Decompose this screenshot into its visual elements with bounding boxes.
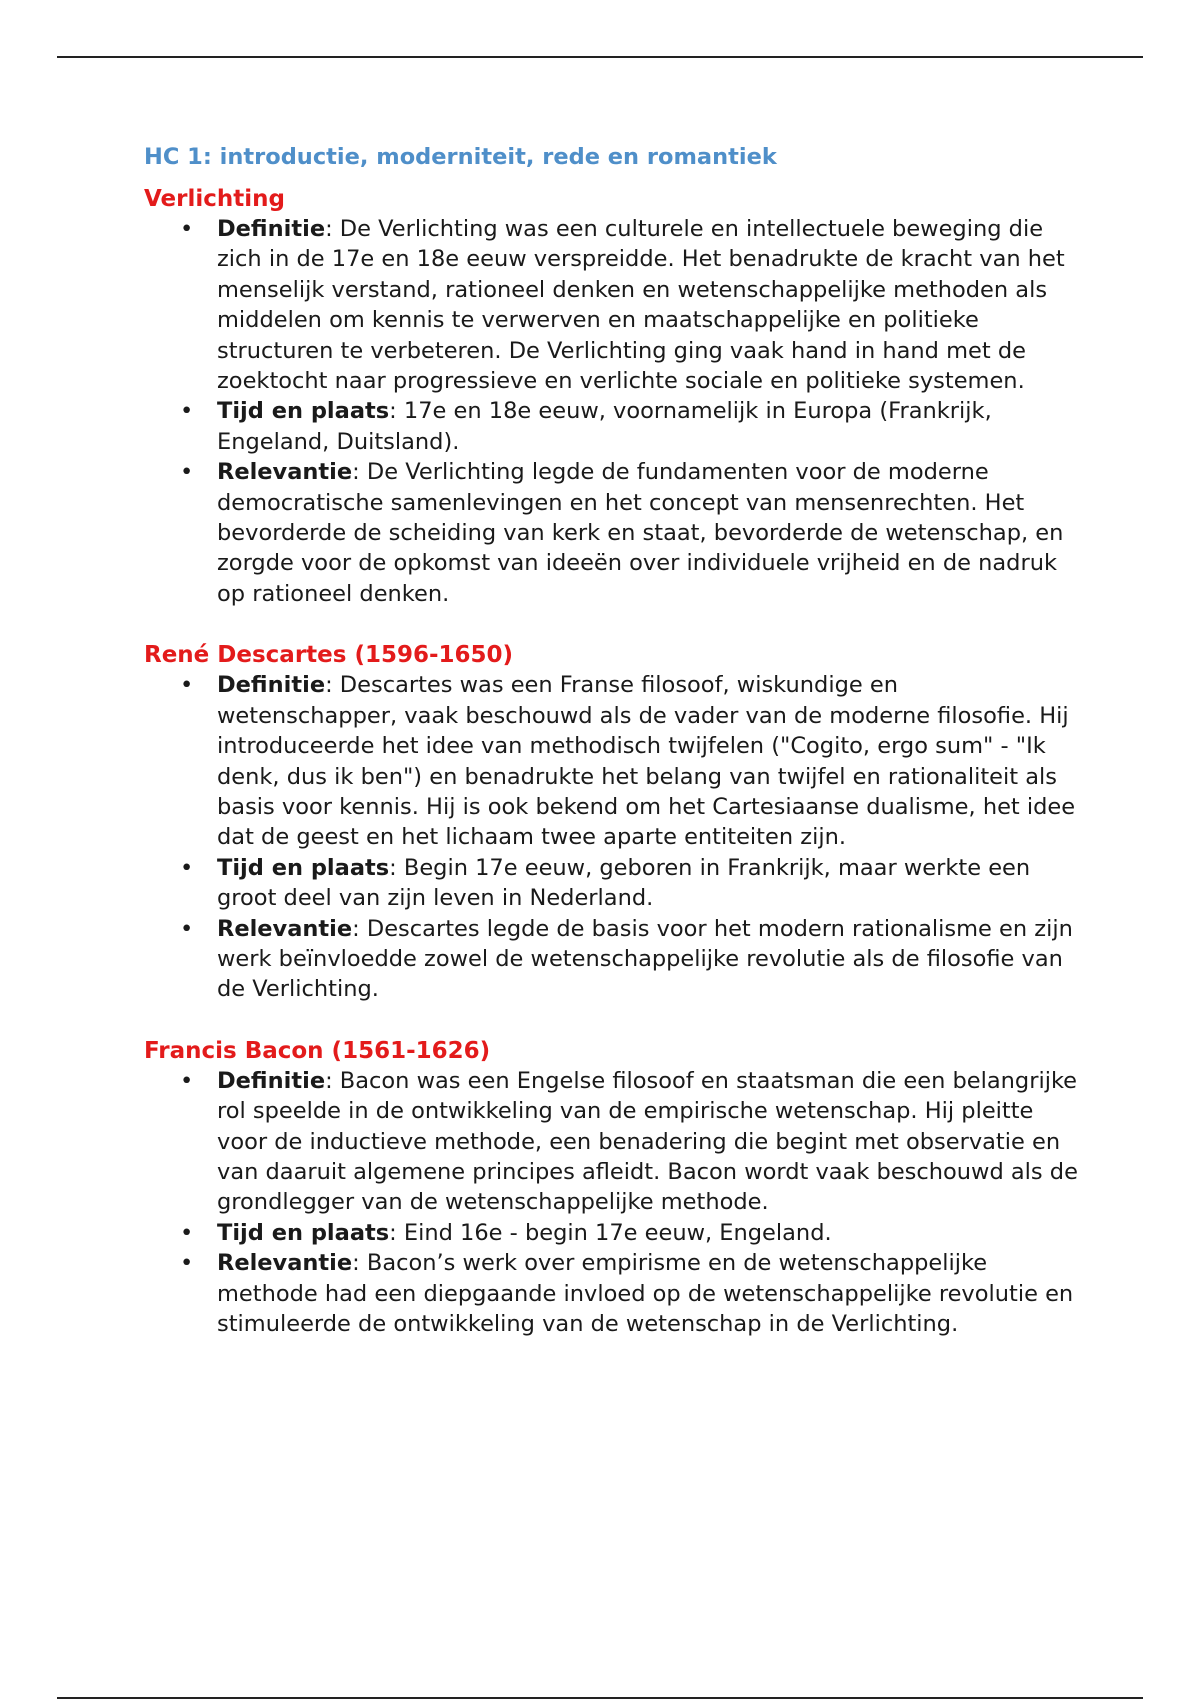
bullet-dot-icon: • <box>180 672 194 699</box>
bullet-term: Tijd en plaats <box>217 398 390 425</box>
section <box>144 640 1084 1004</box>
bullet-text: : Bacon’s werk over empirisme en de wetenschappelijke methode had een diepgaande invloed op de wetenschappelijke revolutie en stimuleerde de ontwikkeling van de wetenschap in de Verlichting. <box>217 1250 1074 1337</box>
bullet-term: Tijd en plaats <box>217 1219 390 1246</box>
bullet-dot-icon: • <box>180 854 194 881</box>
section-heading: Verlichting <box>144 186 285 212</box>
bullet-term: Definitie <box>217 1067 326 1094</box>
bullet-list <box>144 214 1084 609</box>
bullet-dot-icon: • <box>180 1250 194 1277</box>
bullet-term: Relevantie <box>217 915 353 942</box>
bullet-text: : De Verlichting was een culturele en intellectuele beweging die zich in de 17e en 18e eeuw verspreidde. Het benadrukte de kracht van het menselijk verstand, rationeel denken en wetenschappelijke methoden als middelen om kennis te verwerven en maatschappelijke en politieke structuren te verbeteren. De Verlichting ging vaak hand in hand met de zoektocht naar progressieve en verlichte sociale en politieke systemen. <box>217 216 1065 395</box>
bullet-item <box>144 853 1084 914</box>
bullet-text: : Descartes legde de basis voor het modern rationalisme en zijn werk beïnvloedde zowel de wetenschappelijke revolutie als de filosofie van de Verlichting. <box>217 915 1073 1003</box>
section <box>144 1036 1084 1340</box>
page-top-rule <box>57 56 1143 58</box>
bullet-term: Definitie <box>217 672 326 699</box>
bullet-text: : Descartes was een Franse filosoof, wiskundige en wetenschapper, vaak beschouwd als de vader van de moderne filosofie. Hij introduceerde het idee van methodisch twijfelen ("Cogito, ergo sum" - "Ik denk, dus ik ben") en benadrukte het belang van twijfel en rationaliteit als basis voor kennis. Hij is ook bekend om het Cartesiaanse dualisme, het idee dat de geest en het lichaam twee aparte entiteiten zijn. <box>217 672 1076 851</box>
bullet-dot-icon: • <box>180 459 194 486</box>
bullet-item <box>144 457 1084 609</box>
bullet-item <box>144 1218 1084 1248</box>
bullet-dot-icon: • <box>180 915 194 942</box>
bullet-term: Tijd en plaats <box>217 854 390 881</box>
bullet-dot-icon: • <box>180 1067 194 1094</box>
bullet-text: : Bacon was een Engelse filosoof en staatsman die een belangrijke rol speelde in de ontwikkeling van de empirische wetenschap. Hij pleitte voor de inductieve methode, een benadering die begint met observatie en van daaruit algemene principes afleidt. Bacon wordt vaak beschouwd als de grondlegger van de wetenschappelijke methode. <box>217 1067 1078 1216</box>
bullet-dot-icon: • <box>180 398 194 425</box>
bullet-text: : Eind 16e - begin 17e eeuw, Engeland. <box>389 1219 832 1246</box>
bullet-item <box>144 914 1084 1005</box>
sections-container <box>144 184 1084 1339</box>
section-heading: Francis Bacon (1561-1626) <box>144 1037 491 1064</box>
bullet-list <box>144 670 1084 1004</box>
bullet-text: : Begin 17e eeuw, geboren in Frankrijk, maar werkte een groot deel van zijn leven in Nederland. <box>217 854 1031 912</box>
bullet-text: : 17e en 18e eeuw, voornamelijk in Europa (Frankrijk, Engeland, Duitsland). <box>217 398 992 455</box>
section-heading: René Descartes (1596-1650) <box>144 642 514 669</box>
page-bottom-rule <box>57 1697 1143 1699</box>
bullet-item <box>144 670 1084 852</box>
bullet-dot-icon: • <box>180 1219 194 1246</box>
bullet-term: Definitie <box>217 216 326 242</box>
section <box>144 184 1084 609</box>
bullet-text: : De Verlichting legde de fundamenten voor de moderne democratische samenlevingen en het concept van mensenrechten. Het bevorderde de scheiding van kerk en staat, bevorderde de wetenschap, en zorgde voor de opkomst van ideeën over individuele vrijheid en de nadruk op rationeel denken. <box>217 459 1064 607</box>
bullet-item <box>144 1248 1084 1339</box>
document-title: HC 1: introductie, moderniteit, rede en romantiek <box>144 144 777 170</box>
bullet-item <box>144 396 1084 457</box>
document-body <box>144 140 1084 1339</box>
bullet-term: Relevantie <box>217 459 353 486</box>
bullet-dot-icon: • <box>180 216 194 242</box>
bullet-list <box>144 1066 1084 1340</box>
bullet-term: Relevantie <box>217 1250 353 1277</box>
bullet-item <box>144 1066 1084 1218</box>
bullet-item <box>144 214 1084 396</box>
